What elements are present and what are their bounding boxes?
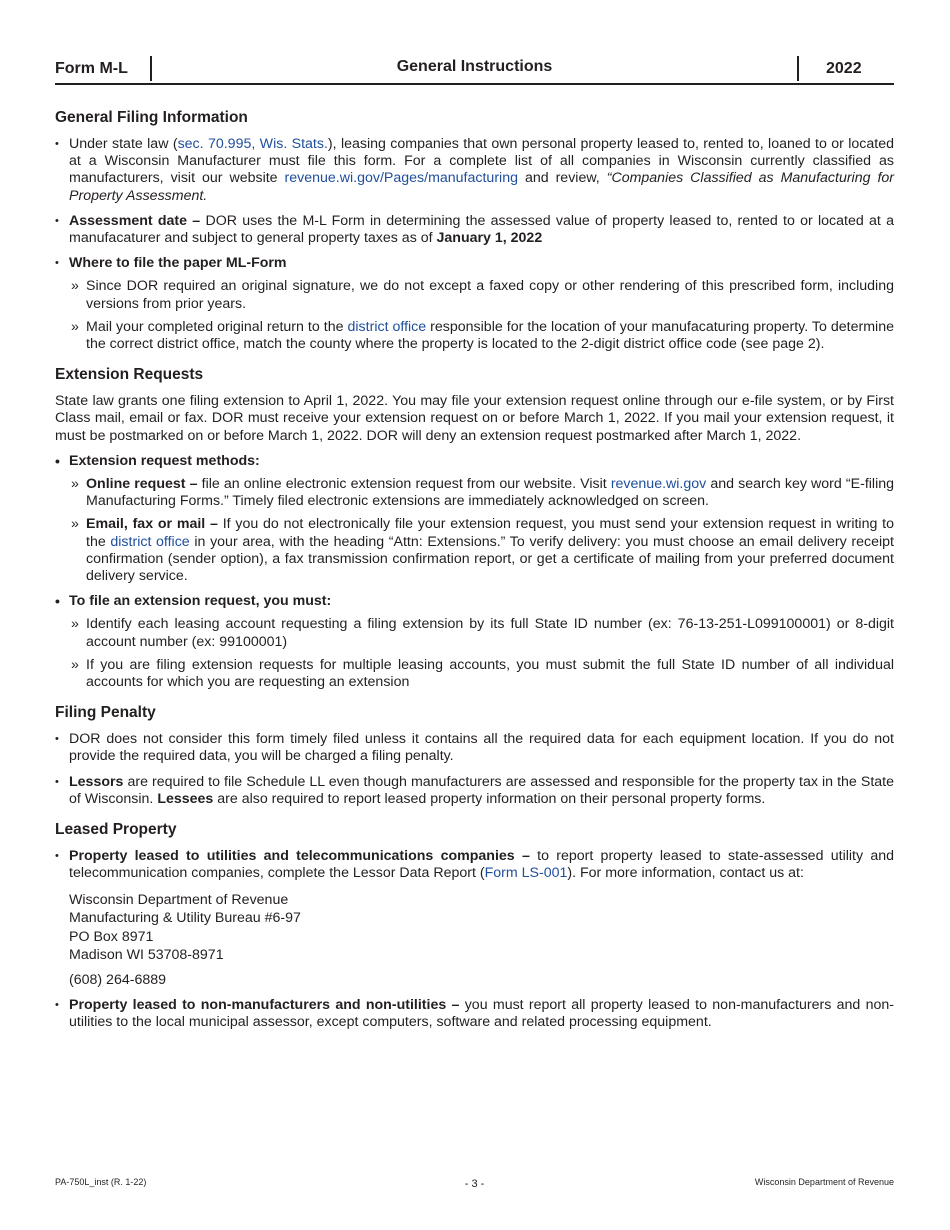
bullet-list [55,453,894,691]
address-line: Manufacturing & Utility Bureau #6-97 [69,910,301,926]
district-office-link[interactable]: district office [347,318,427,335]
text: and review, [517,170,607,187]
bullet-list [55,848,894,1031]
address-line: PO Box 8971 [69,928,154,945]
bold-text: January 1, 2022 [436,230,543,247]
bold-text: Property leased to non-manufacturers and non-utilities – [69,997,460,1013]
list-item [55,774,894,808]
italic-text: “Companies Classified as Manufacturing for Property Assessment. [69,170,895,204]
list-item [55,453,894,585]
text: Under state law ( [69,136,178,152]
phone-number: (608) 264-6889 [69,971,167,988]
header-divider [797,56,799,81]
agency-name: Wisconsin Department of Revenue [754,1177,894,1187]
sub-list-item: » Identify each leasing account requesting a filing extension by its full State ID number (ex: 76-13-251-L099100001) or 8-digit account number (ex: 99100001) [69,616,894,650]
form-ls-001-link[interactable]: Form LS-001 [484,865,568,882]
bullet-list [55,136,894,353]
list-item [55,255,894,353]
text: responsible for the location of your manufacaturing property. To determine the correct district office, match the county where the property is located to the 2-digit district office code (see page 2). [86,318,894,353]
section-filing-penalty [55,703,894,808]
text: Mail your completed original return to the [86,318,348,335]
text: you must report all property leased to non-manufacturers and non-utilities to the local municipal assessor, except computers, software and related processing equipment. [69,997,895,1031]
section-heading: General Filing Information [55,109,248,126]
list-item [55,997,894,1031]
sub-list-item [69,516,894,585]
text: in your area, with the heading “Attn: Extensions.” To verify delivery: you must choose an email delivery receipt confirmation (sender option), a fax transmission confirmation report, or get a certificate of mailing from your preferred document delivery service. [86,533,894,585]
district-office-link[interactable]: district office [110,533,190,550]
section-heading: Filing Penalty [55,704,156,722]
section-heading: Extension Requests [55,366,204,384]
statute-link[interactable]: sec. 70.995, Wis. Stats. [177,136,328,152]
text: If you do not electronically file your extension request, you must send your extension request in writing to the [86,516,894,550]
revenue-site-link[interactable]: revenue.wi.gov [610,476,707,493]
bullet-list [55,731,894,808]
bold-text: Online request – [86,476,198,493]
text: ), leasing companies that own personal property leased to, rented to, loaned to or located at a Wisconsin Manufacturer must file this form. For a complete list of all companies in Wisconsin currently classified as manufacturers, visit our website [69,136,894,187]
address-line: Madison WI 53708-8971 [69,947,224,963]
text: file an online electronic extension request from our website. Visit [197,476,611,493]
bold-text: Email, fax or mail – [86,516,218,533]
list-item: • DOR does not consider this form timely filed unless it contains all the required data for each equipment location. If you do not provide the required data, you will be charged a filing penalty. [55,731,894,765]
bold-text: Property leased to utilities and telecommunications companies – [69,848,530,865]
text: are also required to report leased property information on their personal property forms. [213,790,766,807]
form-code: PA-750L_inst (R. 1-22) [55,1177,147,1187]
section-heading: Leased Property [55,821,177,839]
sub-list [69,278,894,353]
sub-list [69,616,894,691]
sub-list-item: » Since DOR required an original signature, we do not except a faxed copy or other rendering of this prescribed form, including versions from prior years. [69,278,894,312]
sub-list [69,476,894,585]
bold-text: Assessment date – [69,212,201,229]
section-extension-requests [55,365,894,691]
sub-list-item [69,476,894,510]
manufacturing-page-link[interactable]: revenue.wi.gov/Pages/manufacturing [284,170,518,187]
bold-text: To file an extension request, you must: [69,593,332,610]
text: ). For more information, contact us at: [567,865,804,882]
list-item [55,593,894,691]
bold-text: Lessors [69,773,124,790]
bold-text: Extension request methods: [69,452,260,469]
address-line: Wisconsin Department of Revenue [69,891,289,908]
text: DOR uses the M-L Form in determining the assessed value of property leased to, rented to or located at a manufacaturer and subject to general property taxes as of [69,212,894,247]
text: are required to file Schedule LL even though manufacturers are assessed and responsible for the property tax in the State of Wisconsin. [69,773,894,807]
page-header [55,56,894,85]
text: to report property leased to state-assessed utility and telecommunication companies, complete the Lessor Data Report ( [69,848,894,882]
sub-list-item: » If you are filing extension requests for multiple leasing accounts, you must submit the full State ID number of all individual accounts for which you are requesting an extension [69,657,894,691]
form-year: 2022 [826,60,862,77]
list-item [55,213,894,247]
text: and search key word “E-filing Manufacturing Forms.” Timely filed electronic extensions are immediately acknowledged on screen. [86,476,894,510]
form-name: Form M-L [55,60,128,77]
mailing-address [69,891,894,990]
section-general-filing [55,108,894,353]
sub-list-item [69,319,894,353]
page-number: - 3 - [464,1178,485,1190]
bold-text: Where to file the paper ML-Form [69,255,287,272]
page-title: General Instructions [396,58,553,75]
main-content [55,108,894,1043]
paragraph: State law grants one filing extension to April 1, 2022. You may file your extension request online through our e-file system, or by First Class mail, email or fax. DOR must receive your extension request on or before March 1, 2022. If you mail your extension request, it must be postmarked on or before March 1, 2022. DOR will deny an extension request postmarked after March 1, 2022. [55,393,894,444]
list-item [55,848,894,989]
section-leased-property [55,820,894,1031]
bold-text: Lessees [157,790,214,807]
list-item [55,136,894,205]
